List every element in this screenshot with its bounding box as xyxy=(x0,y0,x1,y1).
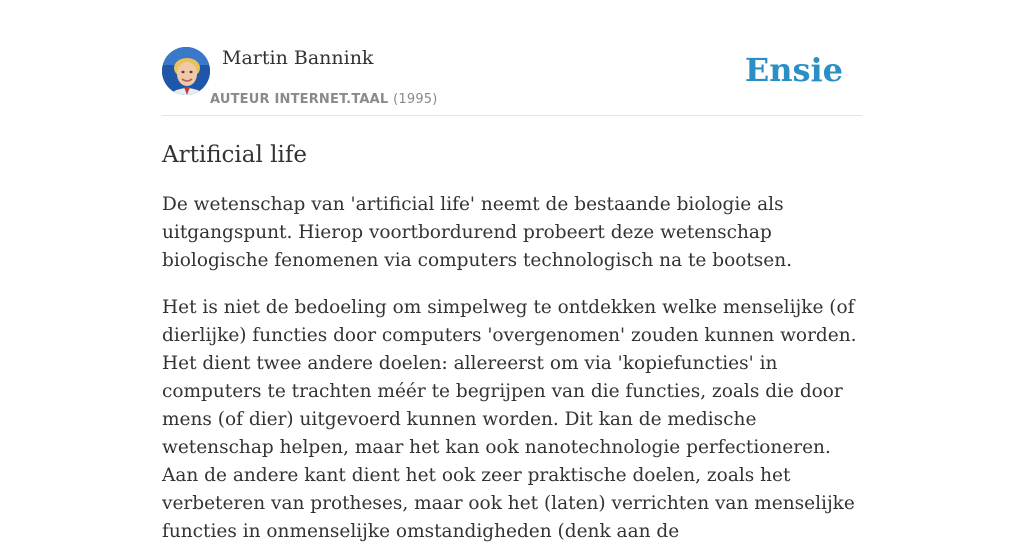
author-name[interactable]: Martin Bannink xyxy=(222,47,374,69)
article-title: Artificial life xyxy=(162,142,307,168)
author-role-label: AUTEUR INTERNET.TAAL xyxy=(210,92,389,107)
article-header xyxy=(162,0,862,116)
author-role xyxy=(210,92,438,108)
author-avatar[interactable] xyxy=(162,47,210,95)
article-paragraph-2: Het is niet de bedoeling om simpelweg te ontdekken welke menselijke (of dierlijke) functies door computers 'overgenomen' zouden kunnen worden. Het dient twee andere doelen: allereerst om via 'kopiefuncties' in computers te trachten méér te begrijpen van die functies, zoals die door mens (of dier) uitgevoerd kunnen worden. Dit kan de medische wetenschap helpen, maar het kan ook nanotechnologie perfectioneren. Aan de andere kant dient het ook zeer praktische doelen, zoals het verbeteren van protheses, maar ook het (laten) verrichten van menselijke functies in onmenselijke omstandigheden (denk aan de xyxy=(162,297,857,542)
avatar-portrait-icon xyxy=(162,47,210,95)
article-paragraph-1: De wetenschap van 'artificial life' neemt de bestaande biologie als uitgangspunt. Hierop voortbordurend probeert deze wetenschap biologische fenomenen via computers technologisch na te bootsen. xyxy=(162,194,793,271)
author-year: (1995) xyxy=(393,92,438,107)
site-logo[interactable]: Ensie xyxy=(744,51,843,89)
article-page xyxy=(162,0,862,546)
